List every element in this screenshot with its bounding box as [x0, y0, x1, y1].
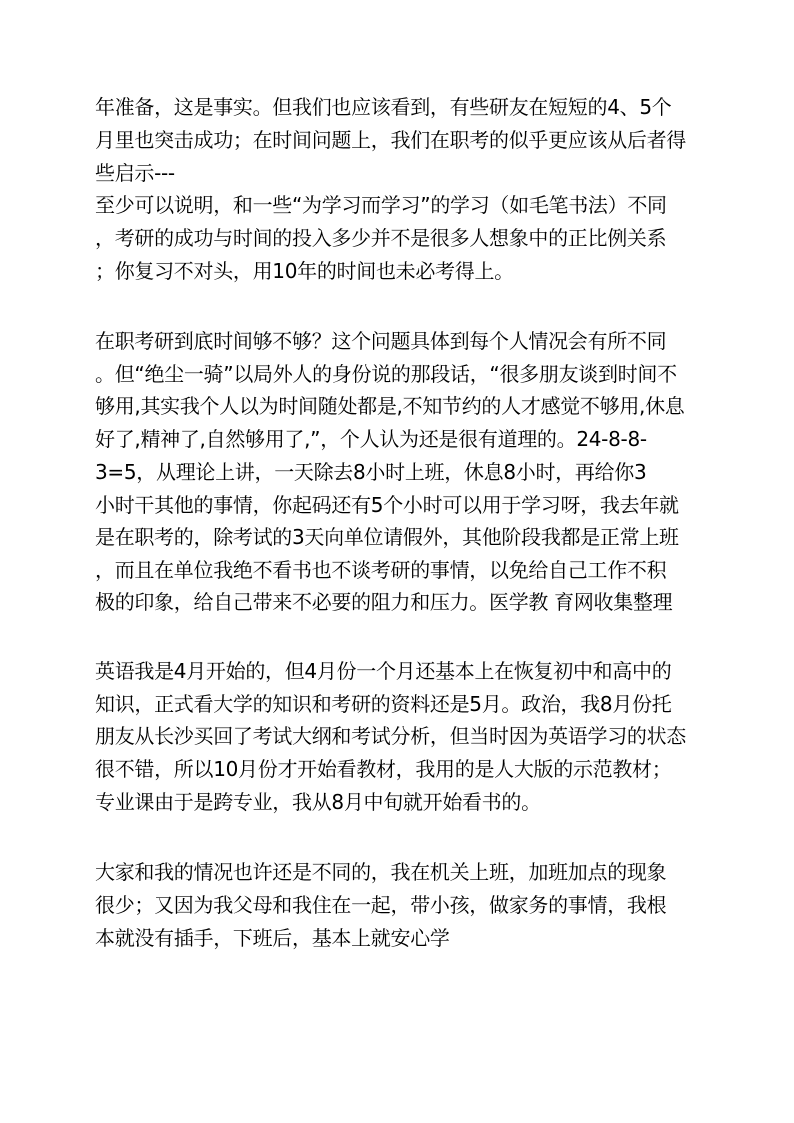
text-line: 是在职考的，除考试的3天向单位请假外，其他阶段我都是正常上班	[95, 525, 679, 549]
text-line: 极的印象，给自己带来不必要的阻力和压力。医学教 育网收集整理	[95, 590, 673, 614]
text-line: ，考研的成功与时间的投入多少并不是很多人想象中的正比例关系	[95, 226, 667, 250]
text-line: 至少可以说明，和一些“为学习而学习”的学习（如毛笔书法）不同	[95, 193, 667, 217]
text-line: ；你复习不对头，用10年的时间也未必考得上。	[95, 259, 514, 283]
text-line: 小时干其他的事情，你起码还有5个小时可以用于学习呀，我去年就	[95, 493, 679, 517]
text-line: 很少；又因为我父母和我住在一起，带小孩，做家务的事情，我根	[95, 893, 667, 917]
text-line: 够用,其实我个人以为时间随处都是,不知节约的人才感觉不够用,休息	[95, 394, 685, 418]
text-line: 。但“绝尘一骑”以局外人的身份说的那段话，“很多朋友谈到时间不	[95, 362, 677, 386]
text-line: 月里也突击成功；在时间问题上，我们在职考的似乎更应该从后者得	[95, 128, 686, 152]
text-line: 专业课由于是跨专业，我从8月中旬就开始看书的。	[95, 790, 541, 814]
text-line: 些启示---	[95, 161, 175, 185]
text-line: ，而且在单位我绝不看书也不谈考研的事情，以免给自己工作不积	[95, 558, 667, 582]
text-line: 在职考研到底时间够不够？这个问题具体到每个人情况会有所不同	[95, 329, 667, 353]
text-line: 3=5，从理论上讲，一天除去8小时上班，休息8小时，再给你3	[95, 460, 647, 484]
text-line: 很不错，所以10月份才开始看教材，我用的是人大版的示范教材；	[95, 757, 672, 781]
text-line: 好了,精神了,自然够用了,”，个人认为还是很有道理的。24-8-8-	[95, 427, 647, 451]
text-line: 大家和我的情况也许还是不同的，我在机关上班，加班加点的现象	[95, 860, 667, 884]
text-line: 知识，正式看大学的知识和考研的资料还是5月。政治，我8月份托	[95, 692, 672, 716]
text-line: 英语我是4月开始的，但4月份一个月还基本上在恢复初中和高中的	[95, 659, 672, 683]
text-line: 本就没有插手，下班后，基本上就安心学	[95, 926, 450, 950]
text-line: 年准备，这是事实。但我们也应该看到，有些研友在短短的4、5个	[95, 95, 672, 119]
text-line: 朋友从长沙买回了考试大纲和考试分析，但当时因为英语学习的状态	[95, 724, 686, 748]
